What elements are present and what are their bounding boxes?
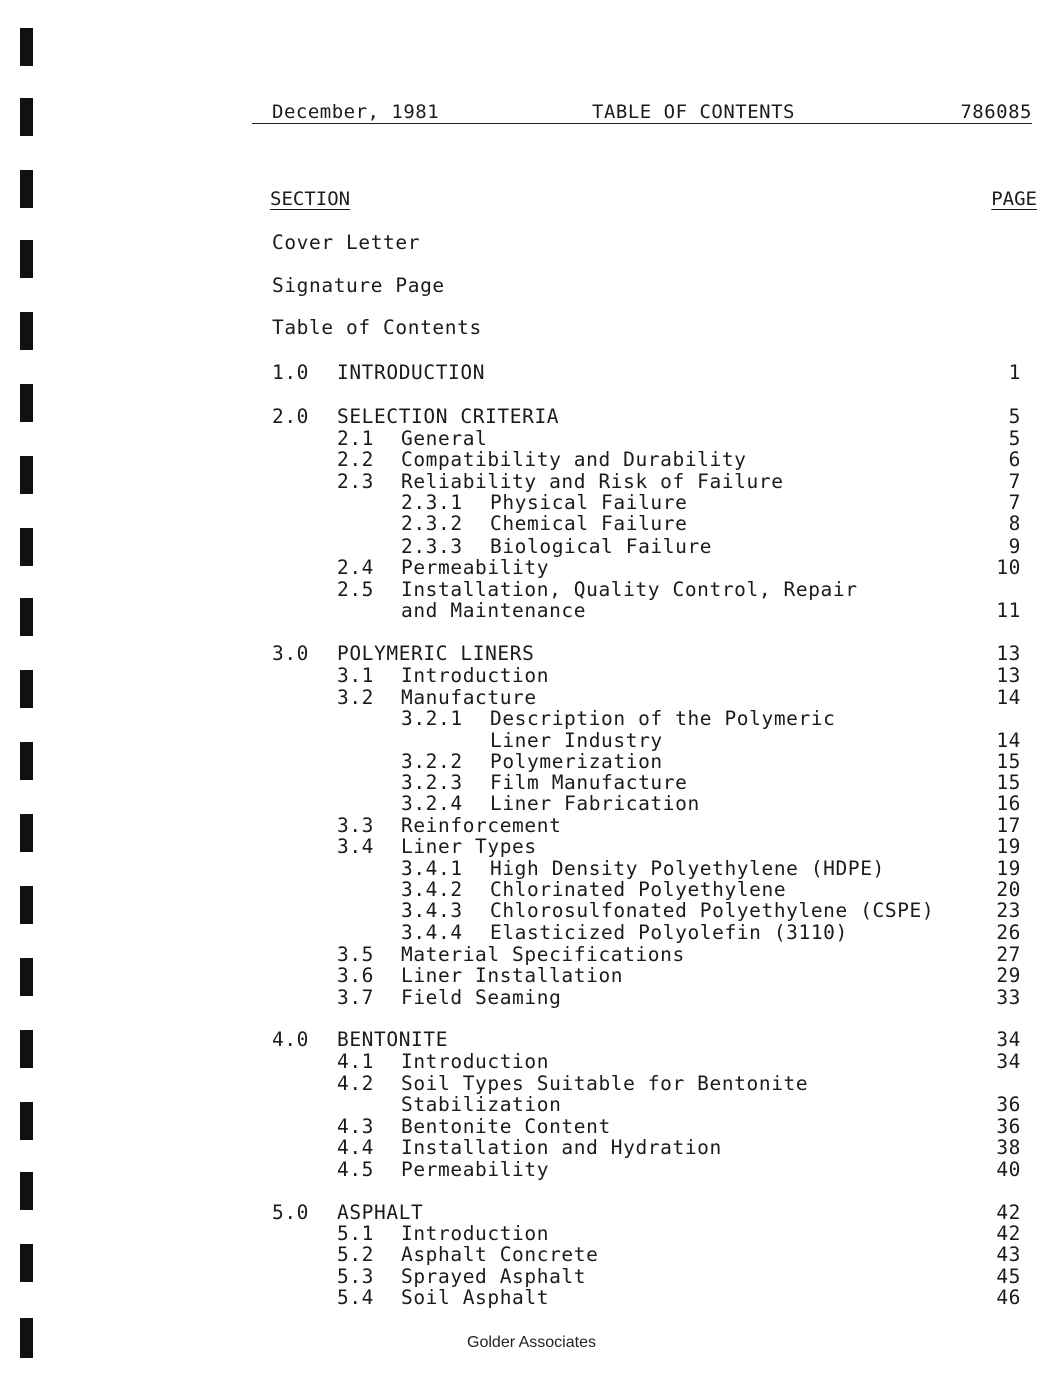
toc-entry-title: Liner Installation (401, 964, 624, 987)
toc-entry-page: 45 (996, 1265, 1021, 1288)
toc-entry-title: Asphalt Concrete (401, 1243, 599, 1266)
section-column-heading: SECTION (270, 188, 351, 210)
toc-entry (0, 316, 1063, 340)
toc-entry-page: 19 (996, 835, 1021, 858)
page-header (252, 101, 1032, 124)
toc-entry-page: 36 (996, 1093, 1021, 1116)
toc-entry-number: 3.4.2 (401, 878, 463, 901)
toc-entry-number: 5.0 (272, 1201, 310, 1224)
toc-entry (0, 899, 1063, 923)
toc-entry-number: 4.0 (272, 1028, 310, 1051)
toc-entry (0, 361, 1063, 385)
toc-entry (0, 1158, 1063, 1182)
toc-entry-page: 5 (1008, 427, 1021, 450)
toc-entry-page: 14 (996, 729, 1021, 752)
toc-entry-title: Introduction (401, 664, 550, 687)
toc-entry-title: and Maintenance (401, 599, 587, 622)
header-title: TABLE OF CONTENTS (592, 101, 795, 123)
toc-entry-title: General (401, 427, 488, 450)
toc-entry (0, 512, 1063, 536)
toc-entry (0, 707, 1063, 731)
toc-entry-title: Reliability and Risk of Failure (401, 470, 784, 493)
toc-entry-title: Description of the Polymeric (490, 707, 836, 730)
toc-entry-number: 3.5 (337, 943, 375, 966)
toc-entry (0, 664, 1063, 688)
binder-mark (20, 170, 33, 208)
binder-mark (20, 98, 33, 136)
toc-entry-page: 15 (996, 750, 1021, 773)
toc-entry-number: 2.3.3 (401, 535, 463, 558)
toc-entry-page: 1 (1008, 361, 1021, 384)
toc-entry-title: Permeability (401, 556, 550, 579)
page-column-heading: PAGE (991, 188, 1037, 210)
toc-entry-title: INTRODUCTION (337, 361, 486, 384)
toc-entry-page: 7 (1008, 491, 1021, 514)
toc-entry-number: 5.4 (337, 1286, 375, 1309)
toc-entry (0, 986, 1063, 1010)
toc-entry-title: Soil Types Suitable for Bentonite (401, 1072, 809, 1095)
toc-entry (0, 1028, 1063, 1052)
toc-entry-number: 3.7 (337, 986, 375, 1009)
toc-entry-title: Stabilization (401, 1093, 562, 1116)
toc-entry-page: 15 (996, 771, 1021, 794)
toc-entry-number: 3.2.1 (401, 707, 463, 730)
toc-entry (0, 964, 1063, 988)
toc-entry-number: 2.5 (337, 578, 375, 601)
toc-entry-page: 26 (996, 921, 1021, 944)
toc-entry-page: 13 (996, 642, 1021, 665)
toc-entry-page: 11 (996, 599, 1021, 622)
toc-entry-page: 34 (996, 1028, 1021, 1051)
toc-entry-page: 38 (996, 1136, 1021, 1159)
toc-entry-page: 36 (996, 1115, 1021, 1138)
toc-entry (0, 1136, 1063, 1160)
toc-entry-number: 2.3.2 (401, 512, 463, 535)
toc-entry-number: 5.3 (337, 1265, 375, 1288)
toc-entry-page: 33 (996, 986, 1021, 1009)
toc-entry-page: 42 (996, 1222, 1021, 1245)
toc-entry-title: Biological Failure (490, 535, 713, 558)
toc-entry-page: 34 (996, 1050, 1021, 1073)
toc-entry-page: 20 (996, 878, 1021, 901)
toc-entry-title: Liner Types (401, 835, 537, 858)
toc-entry-number: 2.2 (337, 448, 375, 471)
toc-entry-title: Soil Asphalt (401, 1286, 550, 1309)
toc-entry-title: Permeability (401, 1158, 550, 1181)
toc-entry-title: Bentonite Content (401, 1115, 611, 1138)
toc-entry-title: High Density Polyethylene (HDPE) (490, 857, 885, 880)
header-date: December, 1981 (272, 101, 440, 123)
toc-entry (0, 274, 1063, 298)
toc-entry-number: 2.1 (337, 427, 375, 450)
toc-entry-title: Introduction (401, 1050, 550, 1073)
toc-entry-title: Compatibility and Durability (401, 448, 747, 471)
toc-entry-title: BENTONITE (337, 1028, 449, 1051)
toc-entry-title: Chlorosulfonated Polyethylene (CSPE) (490, 899, 935, 922)
toc-entry-page: 29 (996, 964, 1021, 987)
toc-entry-title: Introduction (401, 1222, 550, 1245)
toc-entry-number: 3.4.4 (401, 921, 463, 944)
footer-company: Golder Associates (467, 1334, 596, 1351)
toc-entry-title: Film Manufacture (490, 771, 688, 794)
header-doc-number: 786085 (960, 101, 1032, 123)
toc-entry-title: Installation, Quality Control, Repair (401, 578, 858, 601)
toc-entry-title: Elasticized Polyolefin (3110) (490, 921, 848, 944)
toc-entry-number: 2.3 (337, 470, 375, 493)
toc-entry-title: Chlorinated Polyethylene (490, 878, 787, 901)
toc-entry-page: 14 (996, 686, 1021, 709)
toc-entry-page: 9 (1008, 535, 1021, 558)
toc-entry (0, 448, 1063, 472)
toc-entry-number: 2.4 (337, 556, 375, 579)
toc-entry-title: Table of Contents (272, 316, 482, 339)
toc-entry-number: 1.0 (272, 361, 310, 384)
toc-entry-title: Material Specifications (401, 943, 685, 966)
toc-entry (0, 1243, 1063, 1267)
toc-entry-number: 3.4 (337, 835, 375, 858)
toc-entry-page: 10 (996, 556, 1021, 579)
toc-entry-number: 3.2.3 (401, 771, 463, 794)
toc-entry-title: Chemical Failure (490, 512, 688, 535)
toc-entry-title: Cover Letter (272, 231, 421, 254)
toc-entry-page: 19 (996, 857, 1021, 880)
toc-entry-number: 3.3 (337, 814, 375, 837)
toc-entry-number: 4.3 (337, 1115, 375, 1138)
toc-entry-title: Signature Page (272, 274, 445, 297)
toc-entry-page: 16 (996, 792, 1021, 815)
toc-entry-number: 4.2 (337, 1072, 375, 1095)
toc-entry (0, 1050, 1063, 1074)
toc-entry-number: 3.2 (337, 686, 375, 709)
toc-entry-number: 2.3.1 (401, 491, 463, 514)
toc-entry (0, 231, 1063, 255)
toc-entry-number: 5.1 (337, 1222, 375, 1245)
toc-entry-number: 4.5 (337, 1158, 375, 1181)
toc-entry-page: 13 (996, 664, 1021, 687)
toc-entry-number: 3.0 (272, 642, 310, 665)
toc-entry-title: Liner Industry (490, 729, 663, 752)
toc-entry-page: 42 (996, 1201, 1021, 1224)
toc-entry-title: Reinforcement (401, 814, 562, 837)
toc-entry-number: 4.1 (337, 1050, 375, 1073)
toc-entry-page: 8 (1008, 512, 1021, 535)
toc-entry (0, 405, 1063, 429)
toc-entry-page: 23 (996, 899, 1021, 922)
toc-entry-page: 40 (996, 1158, 1021, 1181)
toc-entry-page: 27 (996, 943, 1021, 966)
toc-entry (0, 556, 1063, 580)
toc-entry (0, 921, 1063, 945)
toc-entry (0, 835, 1063, 859)
toc-entry-number: 4.4 (337, 1136, 375, 1159)
toc-entry-number: 3.4.3 (401, 899, 463, 922)
toc-entry-number: 3.1 (337, 664, 375, 687)
toc-entry-page: 6 (1008, 448, 1021, 471)
toc-entry-page: 5 (1008, 405, 1021, 428)
toc-entry (0, 792, 1063, 816)
toc-entry-title: POLYMERIC LINERS (337, 642, 535, 665)
toc-entry-title: Liner Fabrication (490, 792, 700, 815)
toc-entry-page: 46 (996, 1286, 1021, 1309)
toc-entry-title: Sprayed Asphalt (401, 1265, 587, 1288)
toc-entry-title: Physical Failure (490, 491, 688, 514)
binder-mark (20, 28, 33, 66)
toc-entry-page: 43 (996, 1243, 1021, 1266)
toc-entry (0, 642, 1063, 666)
toc-entry-title: Field Seaming (401, 986, 562, 1009)
toc-entry-title: Installation and Hydration (401, 1136, 722, 1159)
toc-entry-number: 5.2 (337, 1243, 375, 1266)
toc-entry-title: Polymerization (490, 750, 663, 773)
toc-entry (0, 599, 1063, 623)
toc-entry-title: ASPHALT (337, 1201, 424, 1224)
toc-entry-number: 3.4.1 (401, 857, 463, 880)
toc-entry-title: SELECTION CRITERIA (337, 405, 560, 428)
toc-entry-number: 3.2.2 (401, 750, 463, 773)
toc-entry-page: 7 (1008, 470, 1021, 493)
toc-entry-number: 3.2.4 (401, 792, 463, 815)
toc-entry (0, 1093, 1063, 1117)
toc-entry-number: 3.6 (337, 964, 375, 987)
toc-entry-title: Manufacture (401, 686, 537, 709)
toc-entry (0, 1286, 1063, 1310)
toc-entry-page: 17 (996, 814, 1021, 837)
toc-entry-number: 2.0 (272, 405, 310, 428)
